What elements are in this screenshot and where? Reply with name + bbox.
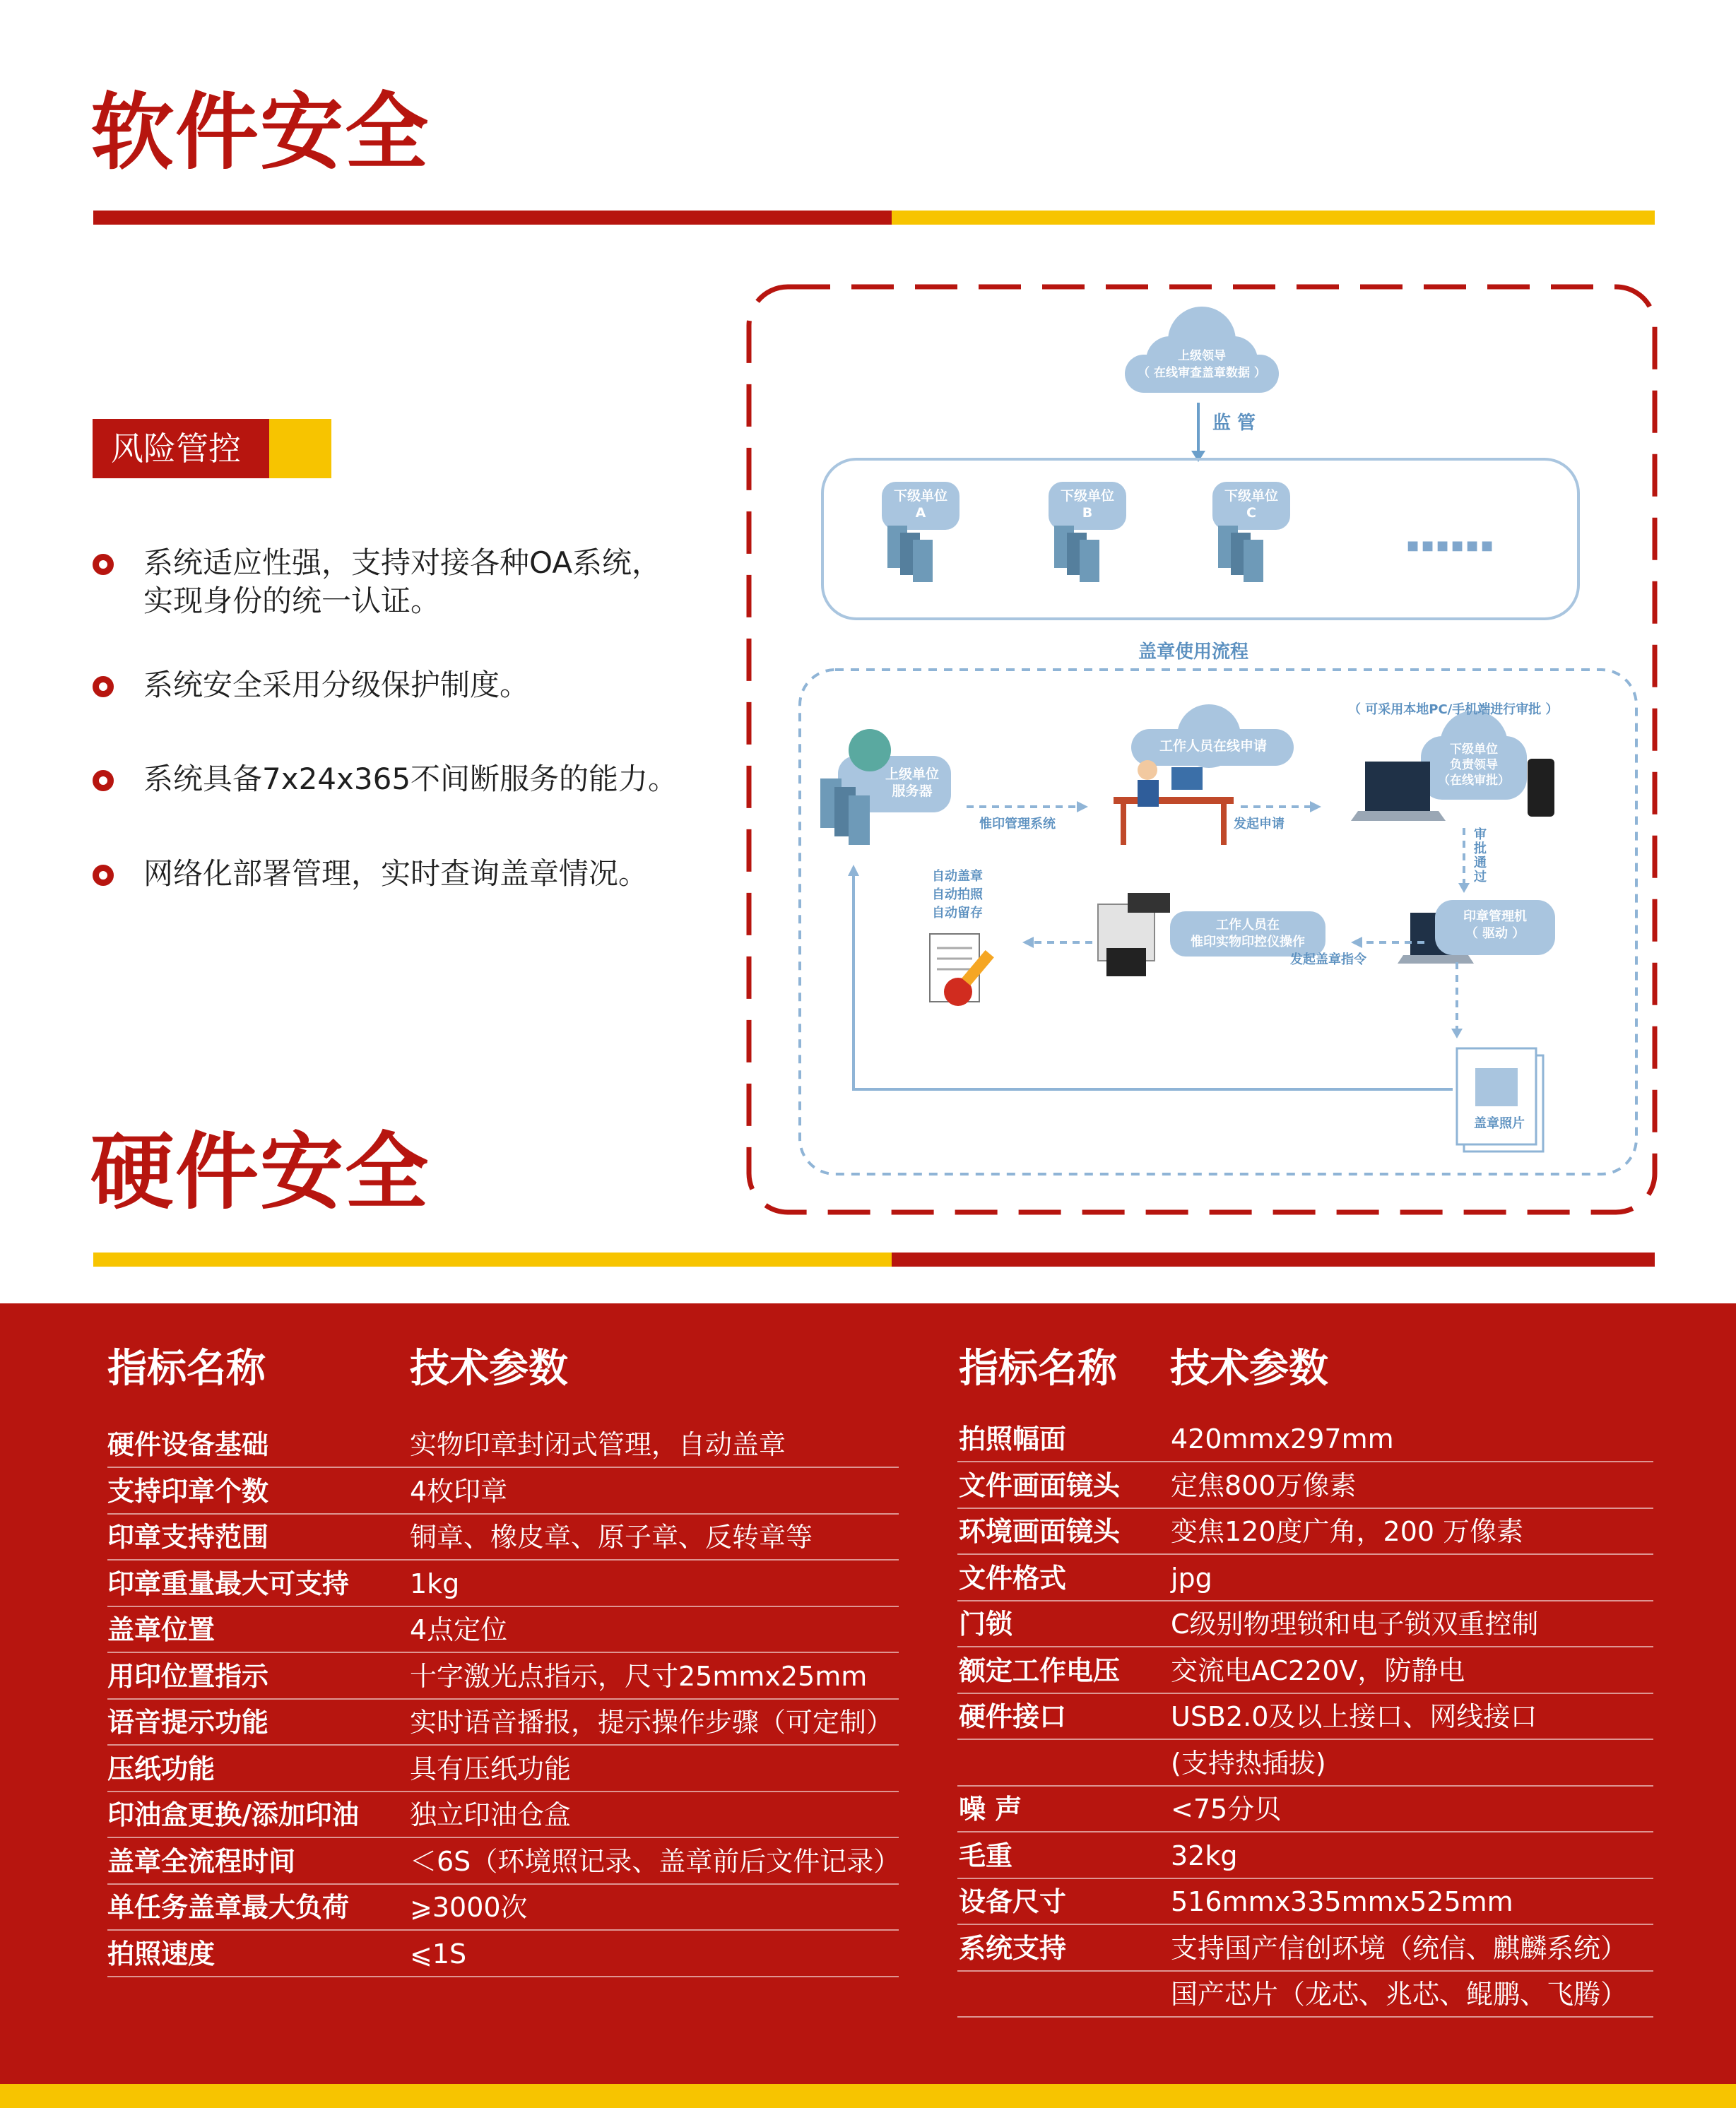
- spec-name: 毛重: [959, 1840, 1013, 1871]
- spec-name: 用印位置指示: [107, 1660, 269, 1692]
- spec-value: 国产芯片（龙芯、兆芯、鲲鹏、飞腾）: [1171, 1979, 1628, 2010]
- left-header-name: 指标名称: [107, 1346, 266, 1392]
- bullet-text: 系统适应性强，支持对接各种OA系统， 实现身份的统一认证。: [143, 545, 662, 618]
- spec-name: 系统支持: [959, 1932, 1067, 1964]
- table-row: [957, 1787, 1653, 1832]
- spec-name: 额定工作电压: [959, 1654, 1121, 1686]
- spec-name: 设备尺寸: [959, 1886, 1067, 1917]
- table-row: [957, 1463, 1653, 1509]
- table-row: [107, 1885, 899, 1931]
- seal-machine-label: 印章管理机 （ 驱动 ）: [1463, 909, 1527, 941]
- divider-yellow: [892, 211, 1655, 225]
- spec-name: 单任务盖章最大负荷: [107, 1892, 350, 1923]
- system-diagram: [746, 284, 1658, 1215]
- apply-label: 发起申请: [1234, 817, 1285, 831]
- spec-name: 拍照幅面: [959, 1423, 1067, 1455]
- unit-b-label: 下级单位 B: [1060, 488, 1114, 521]
- table-row: [107, 1792, 899, 1838]
- stamp-photo-icon: [1457, 1048, 1543, 1151]
- phone-icon: [1528, 759, 1554, 817]
- left-header-param: 技术参数: [410, 1346, 568, 1392]
- worker-online-label: 工作人员在线申请: [1159, 738, 1267, 754]
- spec-name: 语音提示功能: [107, 1707, 269, 1738]
- spec-value: 1kg: [410, 1568, 460, 1599]
- table-row: [957, 1833, 1653, 1879]
- divider-yellow: [93, 1253, 892, 1267]
- more-units-dots: ■■■■■■: [1407, 538, 1496, 553]
- sub-leader-label: 下级单位 负责领导 （在线审批）: [1438, 742, 1510, 788]
- table-row: [957, 1694, 1653, 1740]
- table-row: [957, 1509, 1653, 1555]
- software-security-title: 软件安全: [90, 83, 430, 181]
- spec-name: 印油盒更换/添加印油: [107, 1799, 359, 1830]
- spec-value: 516mmx335mmx525mm: [1171, 1886, 1513, 1917]
- spec-name: 拍照速度: [107, 1938, 215, 1970]
- leader-cloud-label: 上级领导 （ 在线审查盖章数据 ）: [1138, 349, 1266, 380]
- spec-name: 噪 声: [959, 1794, 1022, 1825]
- table-row: [107, 1561, 899, 1607]
- spec-name: 文件画面镜头: [959, 1469, 1121, 1501]
- spec-value: 交流电AC220V，防静电: [1171, 1654, 1465, 1686]
- circle-bullet-icon: [93, 676, 114, 697]
- risk-control-label: 风险管控: [93, 419, 269, 478]
- spec-value: 独立印油仓盒: [410, 1799, 572, 1830]
- worker-device-label: 工作人员在 惟印实物印控仪操作: [1191, 918, 1305, 949]
- risk-control-tag-accent: [269, 419, 331, 478]
- spec-value: 十字激光点指示，尺寸25mmx25mm: [410, 1660, 868, 1692]
- spec-name: 压纸功能: [107, 1753, 215, 1784]
- server-label: 上级单位 服务器: [885, 766, 939, 799]
- bullet-text: 系统具备7x24x365不间断服务的能力。: [143, 762, 678, 796]
- unit-c-label: 下级单位 C: [1224, 488, 1278, 521]
- spec-value: ＜6S（环境照记录、盖章前后文件记录）: [410, 1845, 901, 1877]
- spec-value: 支持国产信创环境（统信、麒麟系统）: [1171, 1932, 1628, 1964]
- spec-value: 4枚印章: [410, 1475, 508, 1507]
- stamp-photo-label: 盖章照片: [1474, 1116, 1525, 1131]
- table-row: [957, 1601, 1653, 1647]
- circle-bullet-icon: [93, 865, 114, 886]
- auto-stamp-label: 自动盖章 自动拍照 自动留存: [932, 869, 983, 920]
- spec-value: 420mmx297mm: [1171, 1423, 1394, 1455]
- spec-value: 实物印章封闭式管理，自动盖章: [410, 1429, 786, 1460]
- table-row: [957, 1879, 1653, 1925]
- table-row: [957, 1416, 1653, 1462]
- spec-name: 印章支持范围: [107, 1522, 269, 1553]
- spec-value: (支持热插拔): [1171, 1747, 1326, 1779]
- spec-name: 硬件设备基础: [107, 1429, 269, 1460]
- approve-label: 审 批 通 过: [1474, 827, 1487, 884]
- spec-name: 支持印章个数: [107, 1475, 269, 1507]
- right-header-param: 技术参数: [1170, 1346, 1328, 1392]
- spec-value: <75分贝: [1171, 1794, 1282, 1825]
- spec-table-panel: [0, 1303, 1736, 2084]
- spec-value: jpg: [1171, 1562, 1212, 1594]
- table-row: [107, 1469, 899, 1515]
- stamped-document-icon: [930, 934, 994, 1006]
- mobile-approval-note: （ 可采用本地PC/手机端进行审批 ）: [1348, 702, 1559, 717]
- spec-value: C级别物理锁和电子锁双重控制: [1171, 1609, 1539, 1640]
- spec-value: 具有压纸功能: [410, 1753, 572, 1784]
- table-row: [957, 1741, 1653, 1787]
- issue-command-label: 发起盖章指令: [1290, 952, 1366, 967]
- table-row: [107, 1931, 899, 1977]
- unit-a-label: 下级单位 A: [893, 488, 947, 521]
- divider-red: [892, 1253, 1655, 1267]
- spec-name: 硬件接口: [959, 1701, 1067, 1732]
- spec-name: 门锁: [959, 1609, 1013, 1640]
- office-worker-icon: [1114, 760, 1234, 845]
- spec-name: 盖章全流程时间: [107, 1845, 296, 1877]
- spec-name: 盖章位置: [107, 1614, 215, 1645]
- table-row: [107, 1700, 899, 1746]
- table-row: [107, 1607, 899, 1653]
- spec-value: 定焦800万像素: [1171, 1469, 1357, 1501]
- flow-title: 盖章使用流程: [1138, 641, 1249, 663]
- bullet-text: 系统安全采用分级保护制度。: [143, 668, 530, 702]
- spec-value: 铜章、橡皮章、原子章、反转章等: [410, 1522, 813, 1553]
- right-header-name: 指标名称: [959, 1346, 1117, 1392]
- table-row: [957, 1556, 1653, 1601]
- spec-value: ⩾3000次: [410, 1892, 528, 1923]
- spec-value: ⩽1S: [410, 1938, 467, 1970]
- bottom-yellow-strip: [0, 2084, 1736, 2108]
- divider-red: [93, 211, 892, 225]
- spec-value: 实时语音播报，提示操作步骤（可定制）: [410, 1707, 894, 1738]
- mgmt-system-label: 惟印管理系统: [979, 817, 1056, 831]
- circle-bullet-icon: [93, 554, 114, 575]
- table-row: [957, 1648, 1653, 1694]
- table-row: [107, 1654, 899, 1700]
- worker-cloud-icon: [1131, 704, 1294, 768]
- spec-name: 文件格式: [959, 1562, 1067, 1594]
- spec-value: USB2.0及以上接口、网线接口: [1171, 1701, 1537, 1732]
- table-row: [107, 1839, 899, 1885]
- table-row: [957, 1972, 1653, 2018]
- circle-bullet-icon: [93, 770, 114, 791]
- spec-value: 4点定位: [410, 1614, 508, 1645]
- spec-name: 印章重量最大可支持: [107, 1568, 350, 1599]
- spec-name: 环境画面镜头: [959, 1516, 1121, 1547]
- table-row: [957, 1926, 1653, 1972]
- supervise-label: 监 管: [1212, 413, 1256, 434]
- table-row: [107, 1422, 899, 1468]
- spec-value: 32kg: [1171, 1840, 1238, 1871]
- table-row: [107, 1746, 899, 1792]
- table-row: [107, 1515, 899, 1561]
- spec-value: 变焦120度广角，200 万像素: [1171, 1516, 1524, 1547]
- hardware-security-title: 硬件安全: [90, 1123, 430, 1221]
- bullet-text: 网络化部署管理，实时查询盖章情况。: [143, 856, 649, 891]
- risk-control-tag: [93, 419, 331, 478]
